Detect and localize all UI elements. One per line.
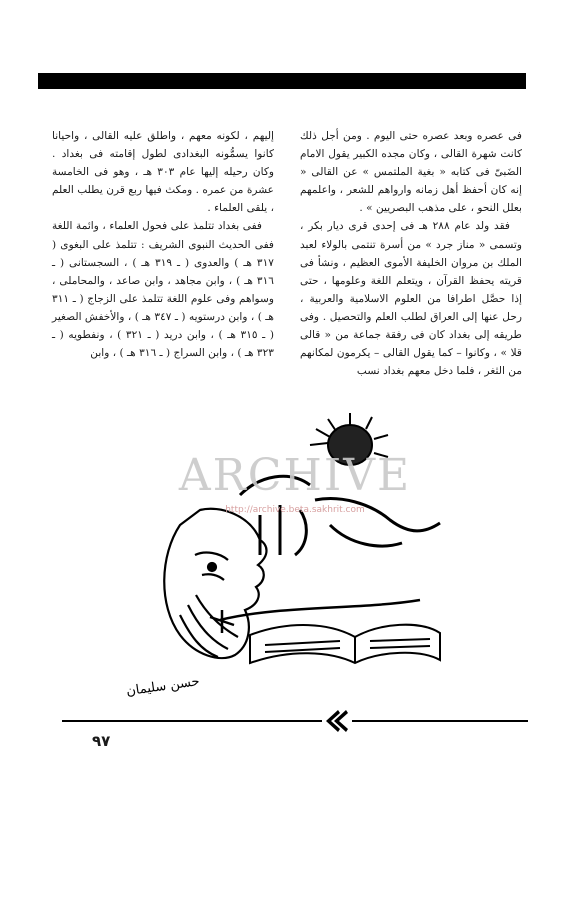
paragraph: إليهم ، لكونه معهم ، واطلق عليه القالى ، واحيانا كانوا يسمُّونه البغدادى لطول إقامته فى بغداد . وكان رحيله إليها عام ٣٠٣ هـ ، وهو فى الخامسة عشرة من عمره . ومكث فيها ربع قرن يطلب العلم ، يلقى العلماء . (52, 130, 274, 215)
open-book-sketch (250, 625, 440, 663)
footer-ornament-icon (322, 708, 352, 734)
text-column-left (52, 127, 274, 362)
paragraph: فى عصره وبعد عصره حتى اليوم . ومن أجل ذلك كانت شهرة القالى ، وكان مجده الكبير يقول الامام الضَبىّ فى كتابه « بغية الملتمس » عن القالى « إنه كان أحفظ أهل زمانه وارواهم للشعر ، واعلمهم بعلل النحو ، على مذهب البصريين » . (300, 130, 522, 215)
page-number: ٩٧ (92, 732, 111, 750)
paragraph: ففى بغداد تتلمذ على فحول العلماء ، وائمة اللغة ففى الحديث النبوى الشريف : تتلمذ على البغوى ( ٣١٧ هـ ) والعدوى ( ـ ٣١٩ هـ ) ، السجستانى ( ـ ٣١٦ هـ ) ، وابن مجاهد ، وابن صاعد ، والمحاملى ، وسواهم وفى علوم اللغة تتلمذ على الزجاج ( ـ ٣١١ هـ ) ، وابن درستويه ( ـ ٣٤٧ هـ ) ، والأخفش الصغير ( ـ ٣١٥ هـ ) ، وابن دريد ( ـ ٣٢١ ) ، ونفطويه ( ـ ٣٢٣ هـ ) ، وابن السراج ( ـ ٣١٦ هـ ) ، وابن (52, 220, 274, 360)
footer-rule-right (352, 720, 528, 722)
paragraph: فقد ولد عام ٢٨٨ هـ فى إحدى قرى ديار بكر ، وتسمى « مناز جرد » من أسرة تنتمى بالولاء لعبد الملك بن مروان الخليفة الأموى العظيم ، ونشأ فى قريته يحفظ القرآن ، ويتعلم اللغة وعلومها ، حتى إذا حصَّل اطرافا من العلوم الاسلامية والعربية ، رحل عنها إلى العراق لطلب العلم والتحصيل . وفى طريقه إلى بغداد كان فى رفقة جماعة من « قالى قلا » ، وكانوا – كما يقول القالى – يكرمون لمكانهم من الثغر ، فلما دخل معهم بغداد نسب (300, 220, 522, 378)
footer-rule-left (62, 720, 322, 722)
archive-watermark: ARCHIVE (178, 450, 412, 501)
face-sketch (164, 509, 266, 658)
illustration-scholar-sketch (125, 405, 450, 700)
top-rule (38, 73, 526, 89)
text-column-right (300, 127, 522, 380)
sword-sketch (210, 600, 420, 633)
archive-watermark-url: http://archive.beta.sakhrit.com (225, 505, 365, 515)
artist-signature: حسن سليمان (125, 674, 201, 700)
